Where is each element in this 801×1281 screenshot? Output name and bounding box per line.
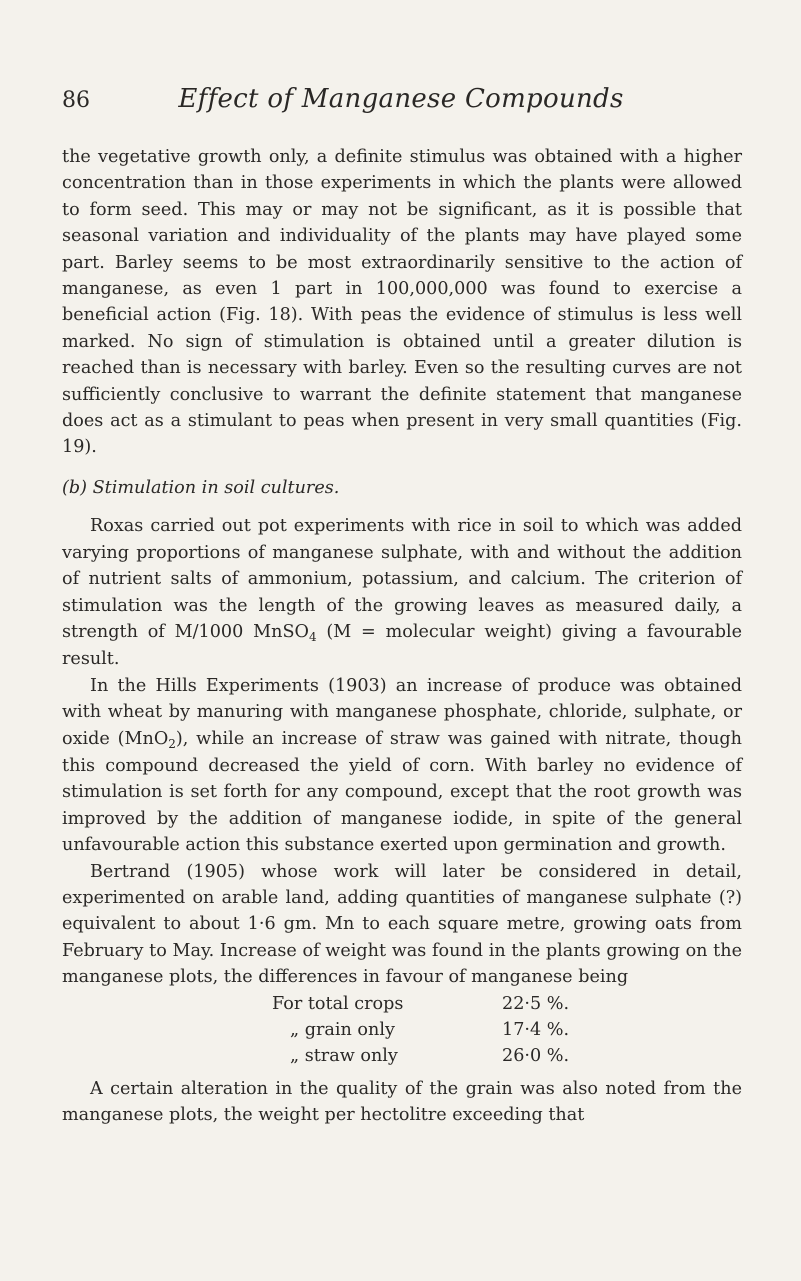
page-number: 86 — [62, 88, 90, 113]
subscript: 2 — [168, 736, 176, 751]
paragraph-hills-text-end: ), while an increase of straw was gained with nitrate, though this compound decreased the yield of corn. With barley no evidence of stimulation is set forth for any compound, except that the root growth was improved by the addition of manganese iodide, in spite of the general unfavourable action this substance exerted upon germination and growth. — [62, 728, 742, 856]
results-value: 22·5 %. — [502, 993, 570, 1014]
results-value: 26·0 %. — [502, 1046, 570, 1067]
paragraph-roxas-text: Roxas carried out pot experiments with rice in soil to which was added varying proportions of manganese sulphate, with and without the addition of nutrient salts of ammonium, potassium, and calcium. The criterion of stimulation was the length of the growing leaves as measured daily, a strength of M/1000 MnSO — [62, 516, 742, 642]
paragraph-roxas — [62, 513, 742, 672]
results-label: „ straw only — [290, 1046, 398, 1067]
paragraph-quality: A certain alteration in the quality of the grain was also noted from the manganese plots, the weight per hectolitre exceeding that — [62, 1078, 742, 1126]
results-label: For total crops — [272, 993, 404, 1014]
results-row — [62, 1043, 742, 1069]
section-letter: (b) — [62, 477, 87, 498]
results-list — [62, 991, 742, 1070]
paragraph-hills-text: In the Hills Experiments (1903) an increase of produce was obtained with wheat by manuring with manganese phosphate, chloride, sulphate, or oxide (MnO — [62, 675, 742, 749]
results-row — [62, 1017, 742, 1043]
results-value: 17·4 %. — [502, 1019, 570, 1040]
page-header — [62, 82, 740, 122]
paragraph-bertrand: Bertrand (1905) whose work will later be considered in detail, experimented on arable land, adding quantities of manganese sulphate (?) equivalent to about 1·6 gm. Mn to each square metre, growing oats from February to May. Increase of weight was found in the plants growing on the manganese plots, the differences in favour of manganese being — [62, 861, 742, 988]
paragraph-hills — [62, 673, 742, 859]
paragraph-continued: the vegetative growth only, a definite stimulus was obtained with a higher concentration than in those experiments in which the plants were allowed to form seed. This may or may not be significant, as it is possible that seasonal variation and individuality of the plants may have played some part. Barley seems to be most extraordinarily sensitive to the action of manganese, as even 1 part in 100,000,000 was found to exercise a beneficial action (Fig. 18). With peas the evidence of stimulus is less well marked. No sign of stimulation is obtained until a greater dilution is reached than is necessary with barley. Even so the resulting curves are not sufficiently conclusive to warrant the definite statement that manganese does act as a stimulant to peas when present in very small quantities (Fig. 19). — [62, 147, 742, 458]
running-title: Effect of Manganese Compounds — [178, 84, 624, 114]
subscript: 4 — [308, 629, 317, 644]
results-label: „ grain only — [290, 1019, 395, 1040]
section-heading — [62, 475, 742, 501]
results-row — [62, 991, 742, 1017]
paragraph-roxas-text-end: (M = molecular weight) giving a favourable result. — [62, 621, 742, 670]
body-text — [62, 144, 742, 1129]
section-title: Stimulation in soil cultures. — [92, 477, 340, 498]
